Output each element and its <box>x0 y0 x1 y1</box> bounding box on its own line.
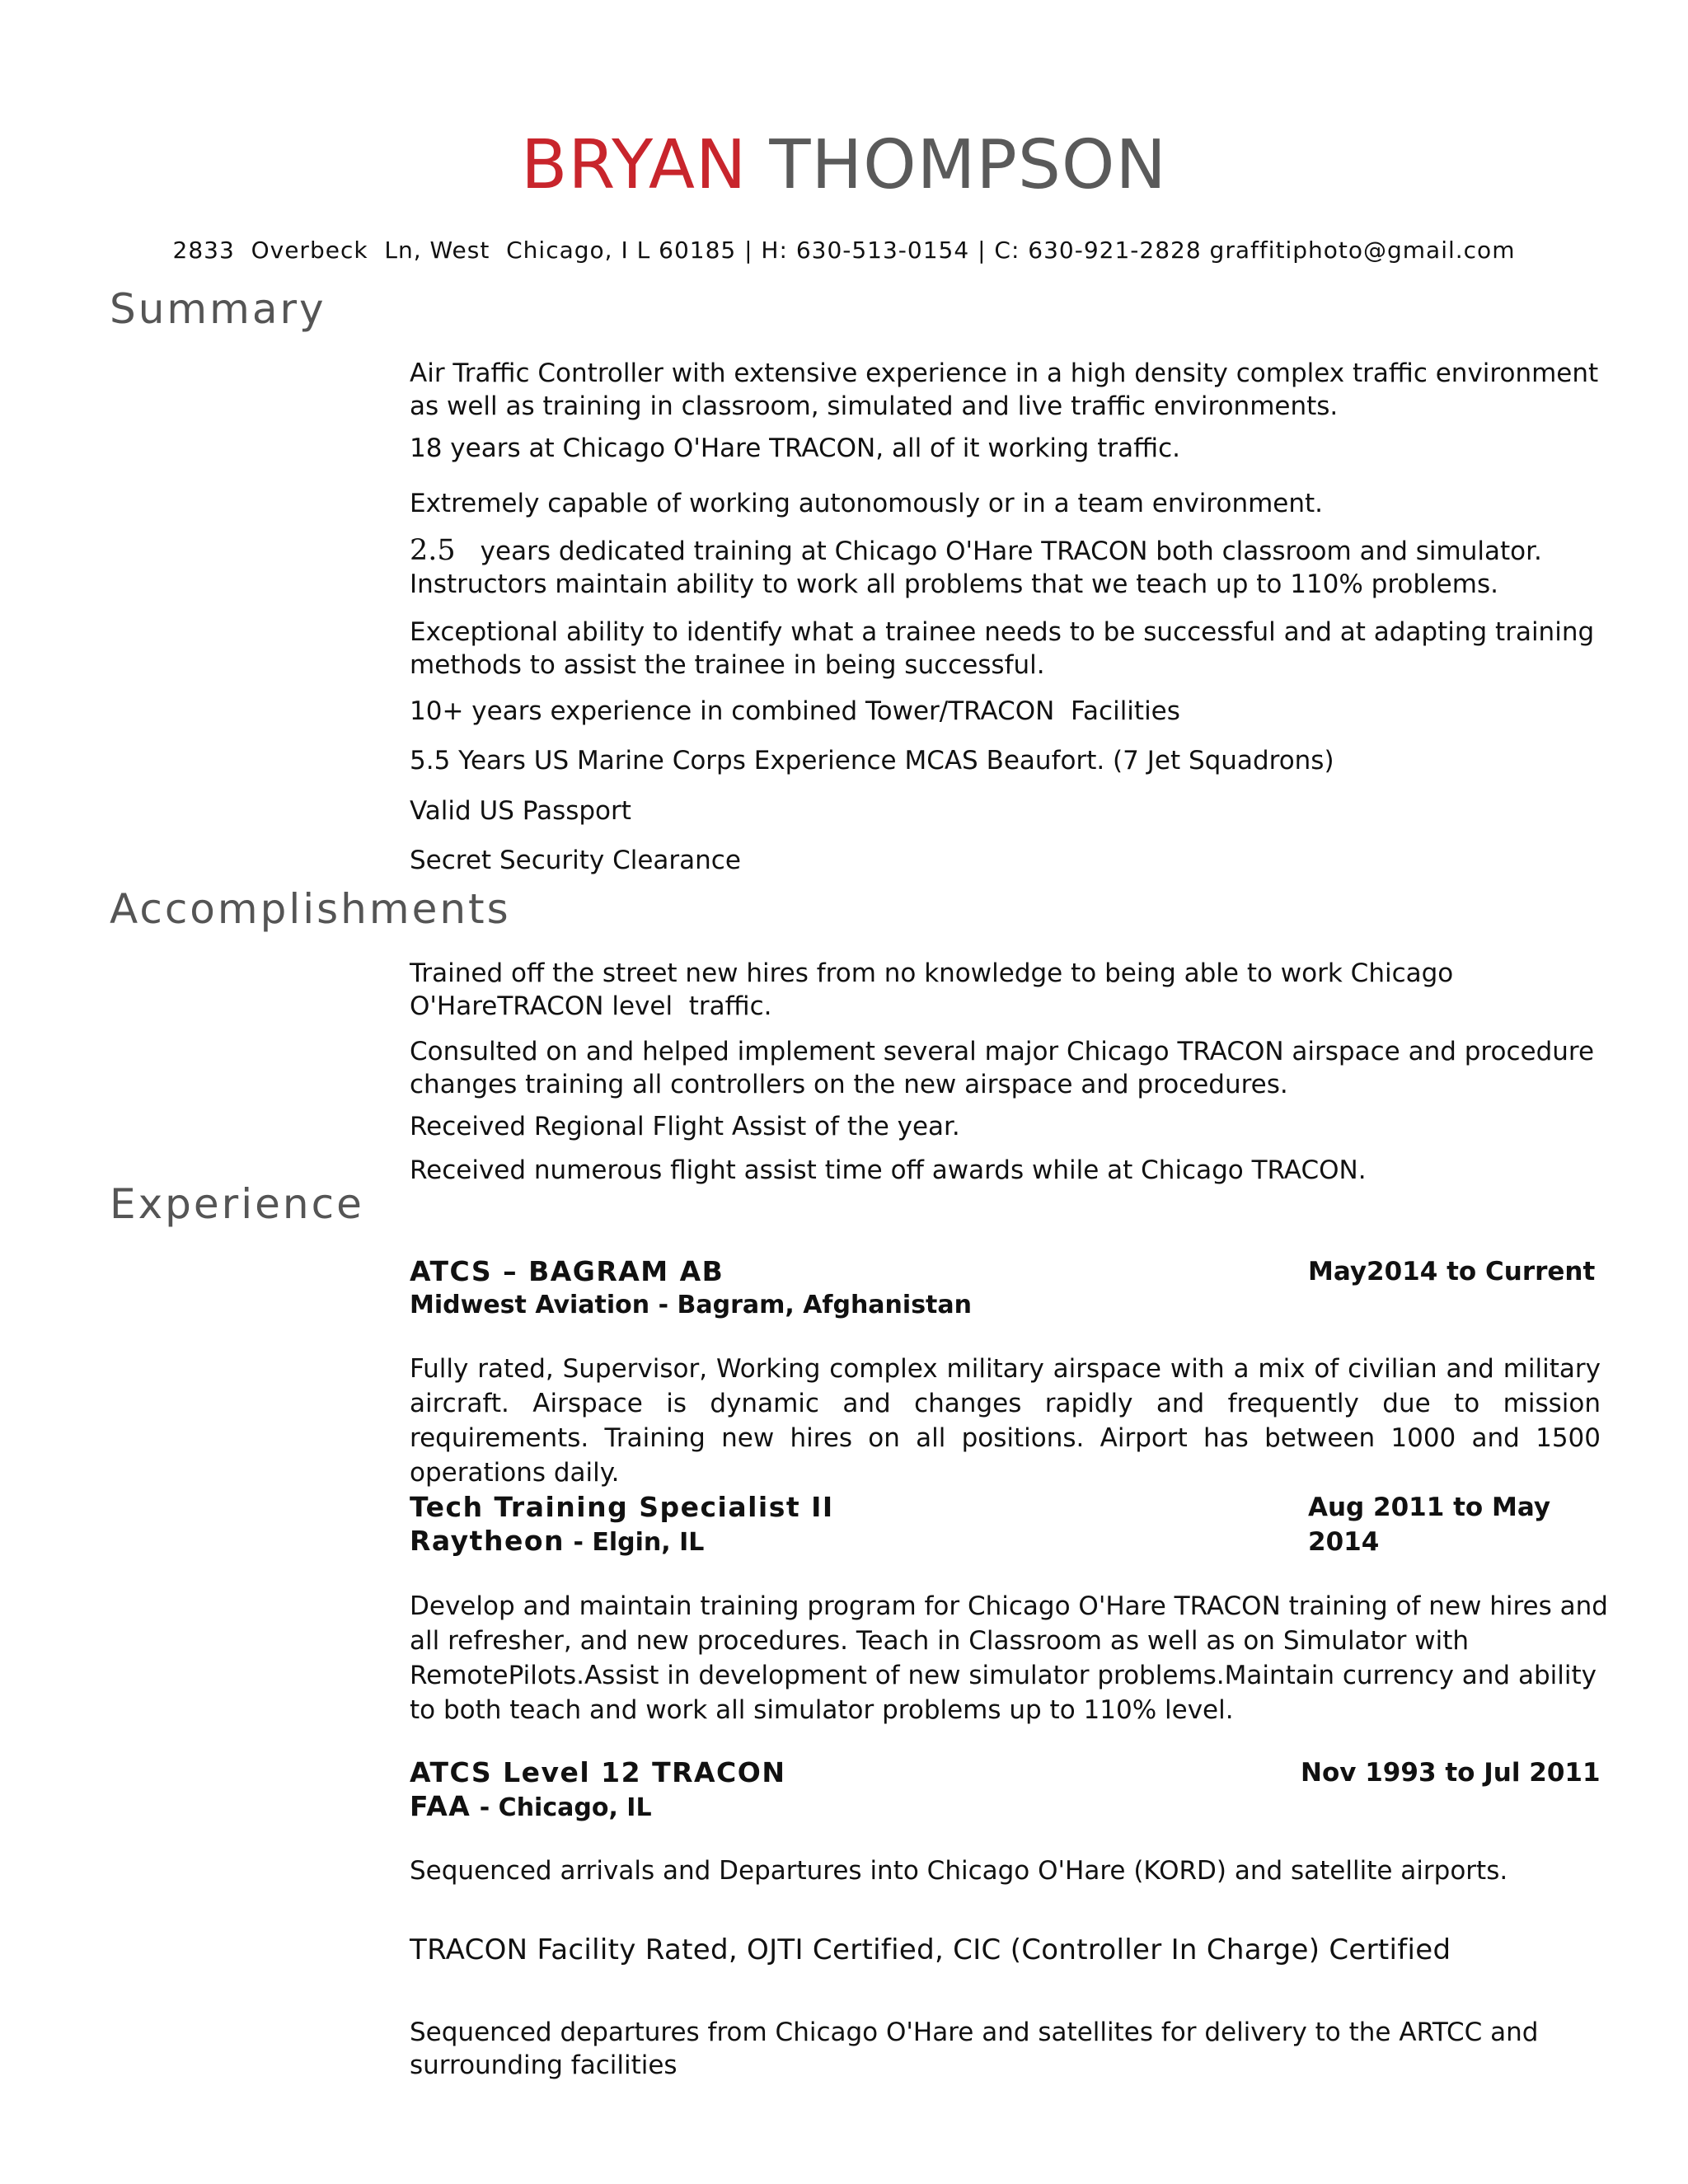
accomplishment-item: Trained off the street new hires from no knowledge to being able to work Chicago O'HareTRACON level traffic. <box>410 958 1462 1021</box>
summary-item-wrap <box>410 616 1621 682</box>
job-title: ATCS Level 12 TRACON <box>410 1756 786 1788</box>
summary-item-wrap <box>410 432 1621 465</box>
accomplishment-item: Received numerous flight assist time off awards while at Chicago TRACON. <box>410 1155 1367 1185</box>
job-dates: May2014 to Current <box>1308 1257 1596 1286</box>
organization-location: - Chicago, IL <box>471 1793 652 1822</box>
summary-item-wrap <box>410 487 1621 520</box>
summary-item-text: years dedicated training at Chicago O'Hare TRACON both classroom and simulator. Instructors maintain ability to work all problems that we teach up to 110% problems. <box>410 537 1542 599</box>
job-dates: Aug 2011 to May 2014 <box>1308 1493 1551 1557</box>
summary-item-wrap <box>410 695 1621 728</box>
job-description: Develop and maintain training program for Chicago O'Hare TRACON training of new hires and all refresher, and new procedures. Teach in Classroom as well as on Simulator with RemotePilots.Assist in development of new simulator problems.Maintain currency and ability to both teach and work all simulator problems up to 110% level. <box>410 1591 1608 1725</box>
accomplishment-item: Consulted on and helped implement several major Chicago TRACON airspace and procedure changes training all controllers on the new airspace and procedures. <box>410 1037 1595 1099</box>
job-entry <box>410 1755 1621 2082</box>
summary-item-wrap <box>410 794 1621 827</box>
summary-item-wrap <box>410 844 1621 877</box>
accomplishments-heading: Accomplishments <box>110 885 511 933</box>
summary-list <box>410 357 1621 423</box>
summary-item: 5.5 Years US Marine Corps Experience MCAS Beaufort. (7 Jet Squadrons) <box>410 746 1334 776</box>
job-title: ATCS – BAGRAM AB <box>410 1255 724 1287</box>
summary-item: Secret Security Clearance <box>410 846 741 875</box>
job-header <box>410 1254 1613 1289</box>
summary-item-wrap <box>410 744 1621 777</box>
experience-heading: Experience <box>110 1180 364 1228</box>
training-years-number: 2.5 <box>410 534 456 567</box>
job-description: Fully rated, Supervisor, Working complex military airspace with a mix of civilian and military aircraft. Airspace is dynamic and changes rapidly and frequently due to mission requirements. Training new hires on all positions. Airport has between 1000 and 1500 operations daily. <box>410 1354 1601 1488</box>
summary-item: Valid US Passport <box>410 796 631 826</box>
summary-item-wrap <box>410 534 1621 601</box>
job-organization: Midwest Aviation - Bagram, Afghanistan <box>410 1291 972 1319</box>
job-organization <box>410 1790 1621 1825</box>
last-name: THOMPSON <box>769 126 1167 204</box>
job-description-item: Sequenced departures from Chicago O'Hare and satellites for delivery to the ARTCC and surrounding facilities <box>410 2018 1539 2080</box>
job-title: Tech Training Specialist II <box>410 1491 834 1523</box>
organization-name: Raytheon <box>410 1525 565 1557</box>
summary-item: 10+ years experience in combined Tower/TRACON Facilities <box>410 696 1180 726</box>
organization-name: FAA <box>410 1790 471 1822</box>
accomplishment-item-wrap <box>410 1110 1621 1143</box>
summary-item <box>410 534 1621 601</box>
summary-item: 18 years at Chicago O'Hare TRACON, all of it working traffic. <box>410 434 1180 463</box>
organization-location: - Elgin, IL <box>565 1528 705 1557</box>
candidate-name <box>0 126 1688 204</box>
job-header <box>410 1755 1613 1790</box>
first-name: BRYAN <box>521 126 748 204</box>
job-entry <box>410 1490 1621 1727</box>
summary-item: Exceptional ability to identify what a trainee needs to be successful and at adapting training methods to assist the trainee in being successful. <box>410 617 1595 680</box>
job-entry <box>410 1254 1621 1490</box>
job-description-item: Sequenced arrivals and Departures into Chicago O'Hare (KORD) and satellite airports. <box>410 1856 1508 1886</box>
contact-line: 2833 Overbeck Ln, West Chicago, I L 60185 | H: 630-513-0154 | C: 630-921-2828 graffitiphoto@gmail.com <box>172 237 1516 264</box>
summary-item: Air Traffic Controller with extensive experience in a high density complex traffic environment as well as training in classroom, simulated and live traffic environments. <box>410 359 1599 421</box>
accomplishment-item: Received Regional Flight Assist of the year. <box>410 1112 960 1141</box>
summary-item: Extremely capable of working autonomously or in a team environment. <box>410 489 1324 518</box>
accomplishment-item-wrap <box>410 1154 1621 1187</box>
job-description-item: TRACON Facility Rated, OJTI Certified, CIC (Controller In Charge) Certified <box>410 1933 1451 1966</box>
job-dates: Nov 1993 to Jul 2011 <box>1301 1758 1601 1788</box>
accomplishment-item-wrap <box>410 957 1621 1023</box>
summary-heading: Summary <box>110 285 326 333</box>
accomplishment-item-wrap <box>410 1035 1621 1101</box>
